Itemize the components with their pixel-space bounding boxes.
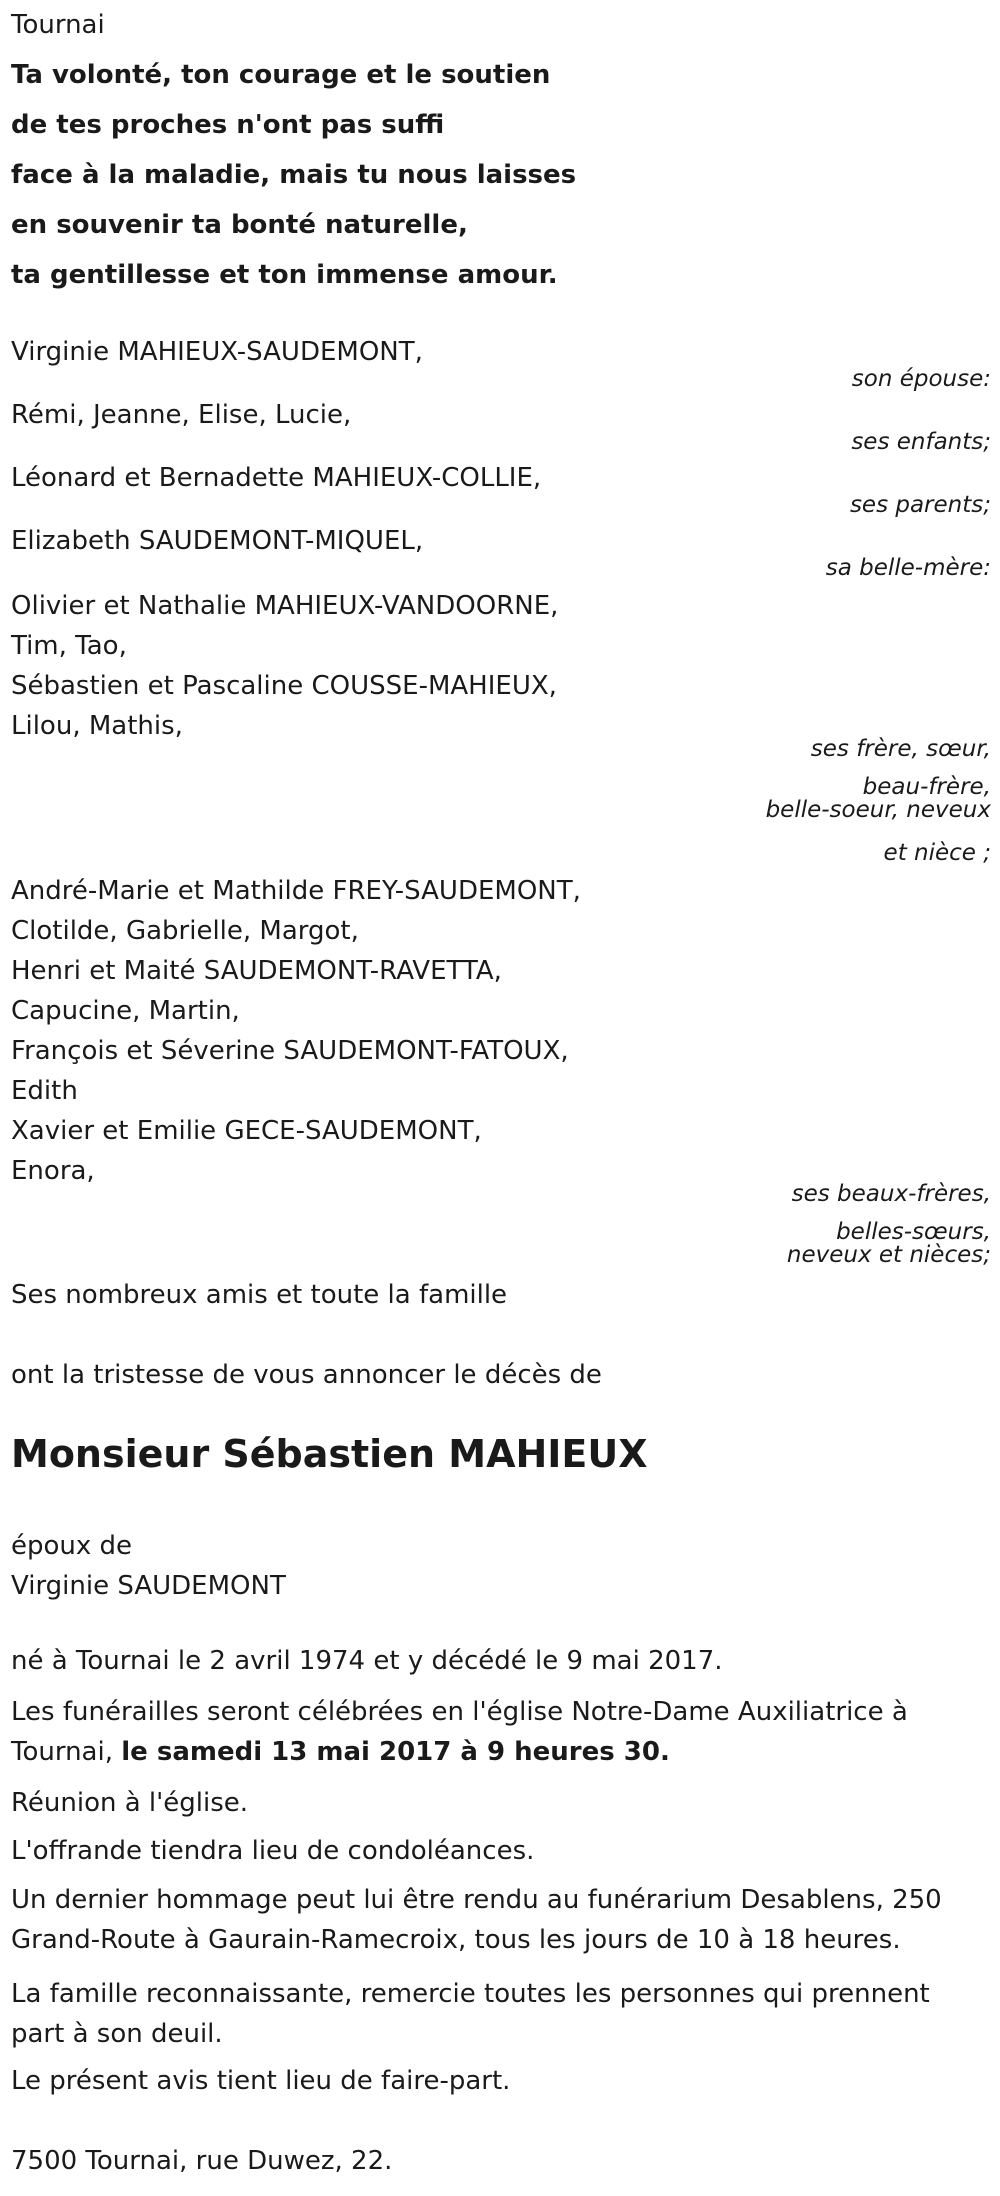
- list-item: Capucine, Martin,: [11, 996, 240, 1026]
- parents-relation: ses parents;: [849, 492, 991, 518]
- relation-line: beau-frère,: [862, 774, 991, 800]
- poem-line: de tes proches n'ont pas suffi: [11, 110, 445, 140]
- relation-line: neveux et nièces;: [786, 1242, 991, 1268]
- list-item: Tim, Tao,: [11, 631, 127, 661]
- list-item: Clotilde, Gabrielle, Margot,: [11, 916, 359, 946]
- children-relation: ses enfants;: [851, 429, 991, 455]
- mother-in-law-relation: sa belle-mère:: [825, 555, 991, 581]
- list-item: Henri et Maité SAUDEMONT-RAVETTA,: [11, 956, 502, 986]
- parents-names: Léonard et Bernadette MAHIEUX-COLLIE,: [11, 463, 542, 493]
- wife-relation: son épouse:: [851, 366, 991, 392]
- relation-line: belles-sœurs,: [836, 1219, 991, 1245]
- funeral-text: Les funérailles seront célébrées en l'église Notre-Dame Auxiliatrice à Tournai,: [11, 1697, 908, 1767]
- list-item: Xavier et Emilie GECE-SAUDEMONT,: [11, 1116, 482, 1146]
- poem-line: ta gentillesse et ton immense amour.: [11, 260, 558, 290]
- list-item: Sébastien et Pascaline COUSSE-MAHIEUX,: [11, 671, 557, 701]
- birth-death-line: né à Tournai le 2 avril 1974 et y décédé le 9 mai 2017.: [11, 1646, 723, 1676]
- siblings-relation-line: ses frère, sœur,: [810, 736, 991, 762]
- in-laws-list: [11, 871, 581, 1191]
- relation-line: belle-soeur, neveux: [765, 797, 991, 823]
- siblings-relation-block: [766, 776, 991, 822]
- notice-line: Le présent avis tient lieu de faire-part.: [11, 2066, 511, 2096]
- meeting-line: Réunion à l'église.: [11, 1788, 249, 1818]
- city-heading: Tournai: [11, 10, 105, 40]
- friends-line: Ses nombreux amis et toute la famille: [11, 1280, 508, 1310]
- spouse-name: Virginie SAUDEMONT: [11, 1571, 286, 1601]
- poem: [11, 50, 576, 300]
- in-laws-relation-line: ses beaux-frères,: [791, 1181, 991, 1207]
- list-item: Lilou, Mathis,: [11, 711, 183, 741]
- siblings-relation-line: et nièce ;: [883, 840, 991, 866]
- spouse-label: époux de: [11, 1531, 133, 1561]
- wife-name: Virginie MAHIEUX-SAUDEMONT,: [11, 337, 423, 367]
- list-item: Enora,: [11, 1156, 95, 1186]
- thanks-paragraph: La famille reconnaissante, remercie toutes les personnes qui prennent part à son deuil.: [11, 1979, 930, 2049]
- poem-line: en souvenir ta bonté naturelle,: [11, 210, 468, 240]
- children-names: Rémi, Jeanne, Elise, Lucie,: [11, 400, 352, 430]
- poem-line: Ta volonté, ton courage et le soutien: [11, 60, 551, 90]
- announcement-line: ont la tristesse de vous annoncer le décès de: [11, 1360, 602, 1390]
- deceased-name: Monsieur Sébastien MAHIEUX: [11, 1432, 648, 1476]
- tribute-paragraph: Un dernier hommage peut lui être rendu au funérarium Desablens, 250 Grand-Route à Gaurain-Ramecroix, tous les jours de 10 à 18 heures.: [11, 1885, 942, 1955]
- siblings-list: [11, 586, 558, 746]
- offering-line: L'offrande tiendra lieu de condoléances.: [11, 1836, 535, 1866]
- list-item: Olivier et Nathalie MAHIEUX-VANDOORNE,: [11, 591, 559, 621]
- list-item: François et Séverine SAUDEMONT-FATOUX,: [11, 1036, 569, 1066]
- spouse-block: [11, 1526, 286, 1606]
- poem-line: face à la maladie, mais tu nous laisses: [11, 160, 577, 190]
- address-line: 7500 Tournai, rue Duwez, 22.: [11, 2146, 393, 2176]
- list-item: Edith: [11, 1076, 78, 1106]
- mother-in-law-name: Elizabeth SAUDEMONT-MIQUEL,: [11, 526, 424, 556]
- funeral-paragraph: [11, 1692, 991, 1772]
- funeral-date: le samedi 13 mai 2017 à 9 heures 30.: [121, 1737, 670, 1767]
- list-item: André-Marie et Mathilde FREY-SAUDEMONT,: [11, 876, 581, 906]
- in-laws-relation-block: [787, 1221, 991, 1267]
